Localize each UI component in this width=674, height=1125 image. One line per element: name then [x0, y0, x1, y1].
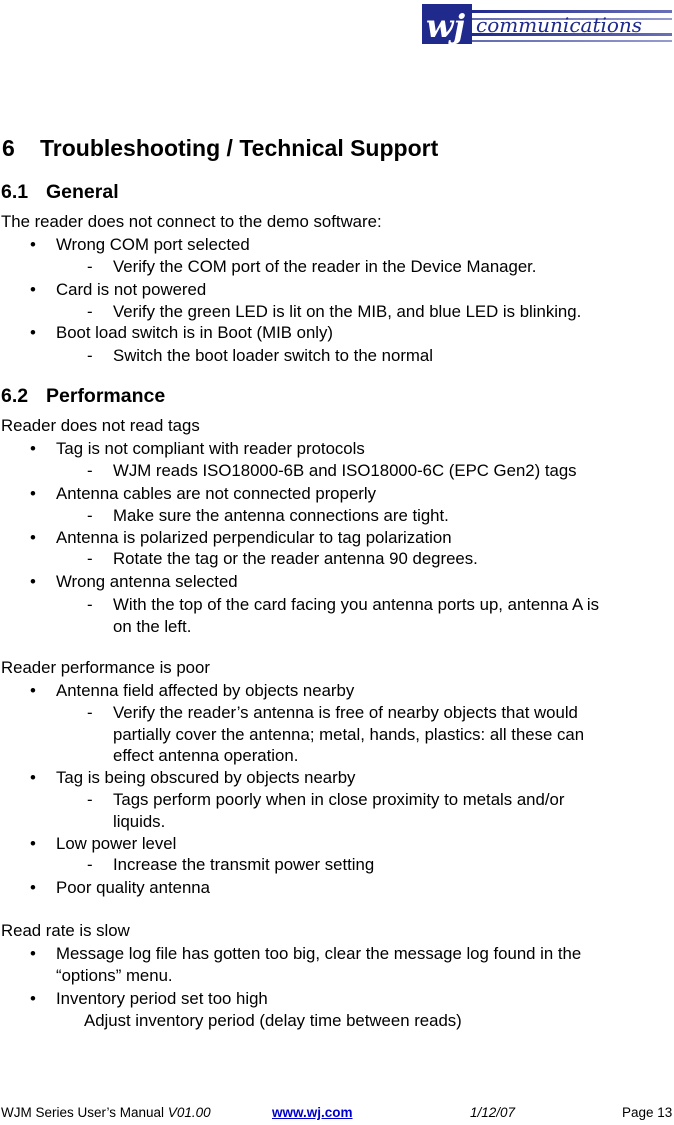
sub-item: - Make sure the antenna connections are tight.	[113, 506, 449, 526]
sub-item: - Verify the COM port of the reader in the Device Manager.	[113, 257, 536, 277]
bullet-item: • Tag is not compliant with reader protocols	[56, 439, 365, 459]
section-6-2-heading	[1, 385, 165, 408]
sub-item: - WJM reads ISO18000-6B and ISO18000-6C (EPC Gen2) tags	[113, 461, 577, 481]
bullet-item: • Card is not powered	[56, 280, 206, 300]
sub-item-continuation: effect antenna operation.	[113, 746, 299, 765]
manual-version: V01.00	[167, 1105, 211, 1120]
bullet-item: • Message log file has gotten too big, clear the message log found in the	[56, 944, 581, 964]
bullet-item: • Antenna cables are not connected properly	[56, 484, 376, 504]
footer-manual-title	[1, 1105, 211, 1120]
sub-item: - Switch the boot loader switch to the normal	[113, 346, 433, 366]
website-link[interactable]: www.wj.com	[272, 1105, 353, 1120]
bullet-item: • Wrong antenna selected	[56, 572, 238, 592]
manual-name: WJM Series User’s Manual	[1, 1105, 165, 1120]
footer-page-number: Page 13	[622, 1105, 673, 1120]
bullet-item: • Boot load switch is in Boot (MIB only)	[56, 323, 333, 343]
paragraph: The reader does not connect to the demo software:	[1, 212, 382, 231]
sub-item: - Verify the reader’s antenna is free of nearby objects that would	[113, 703, 578, 723]
sub-item: - Rotate the tag or the reader antenna 90 degrees.	[113, 549, 478, 569]
section-title: Performance	[46, 385, 166, 407]
sub-item: - Increase the transmit power setting	[113, 855, 374, 875]
bullet-item: • Inventory period set too high	[56, 989, 268, 1009]
svg-text:communications: communications	[476, 13, 643, 37]
bullet-detail: Adjust inventory period (delay time between reads)	[84, 1011, 462, 1030]
bullet-item: • Tag is being obscured by objects nearby	[56, 768, 355, 788]
bullet-item: • Antenna field affected by objects nearby	[56, 681, 354, 701]
paragraph: Reader does not read tags	[1, 416, 200, 435]
sub-item-continuation: partially cover the antenna; metal, hands, plastics: all these can	[113, 725, 585, 744]
section-6-heading	[2, 135, 438, 162]
sub-item: - Verify the green LED is lit on the MIB, and blue LED is blinking.	[113, 302, 581, 322]
bullet-item: • Poor quality antenna	[56, 878, 210, 898]
section-number: 6.1	[1, 181, 29, 203]
section-title: Troubleshooting / Technical Support	[40, 135, 439, 161]
sub-item: - Tags perform poorly when in close proximity to metals and/or	[113, 790, 564, 810]
paragraph: Reader performance is poor	[1, 658, 210, 677]
bullet-item: • Low power level	[56, 834, 176, 854]
footer-link-wrap	[272, 1105, 353, 1120]
sub-item-continuation: liquids.	[113, 812, 166, 831]
sub-item: - With the top of the card facing you antenna ports up, antenna A is	[113, 595, 599, 615]
wj-communications-logo	[418, 0, 674, 48]
svg-text:wj: wj	[426, 7, 466, 45]
section-6-1-heading	[1, 181, 119, 204]
section-number: 6.2	[1, 385, 29, 407]
paragraph: Read rate is slow	[1, 921, 130, 940]
footer-date: 1/12/07	[470, 1105, 516, 1120]
bullet-item: • Wrong COM port selected	[56, 235, 250, 255]
sub-item-continuation: on the left.	[113, 617, 192, 636]
bullet-continuation: “options” menu.	[56, 966, 173, 985]
bullet-item: • Antenna is polarized perpendicular to tag polarization	[56, 528, 452, 548]
section-number: 6	[2, 135, 15, 161]
section-title: General	[46, 181, 119, 203]
